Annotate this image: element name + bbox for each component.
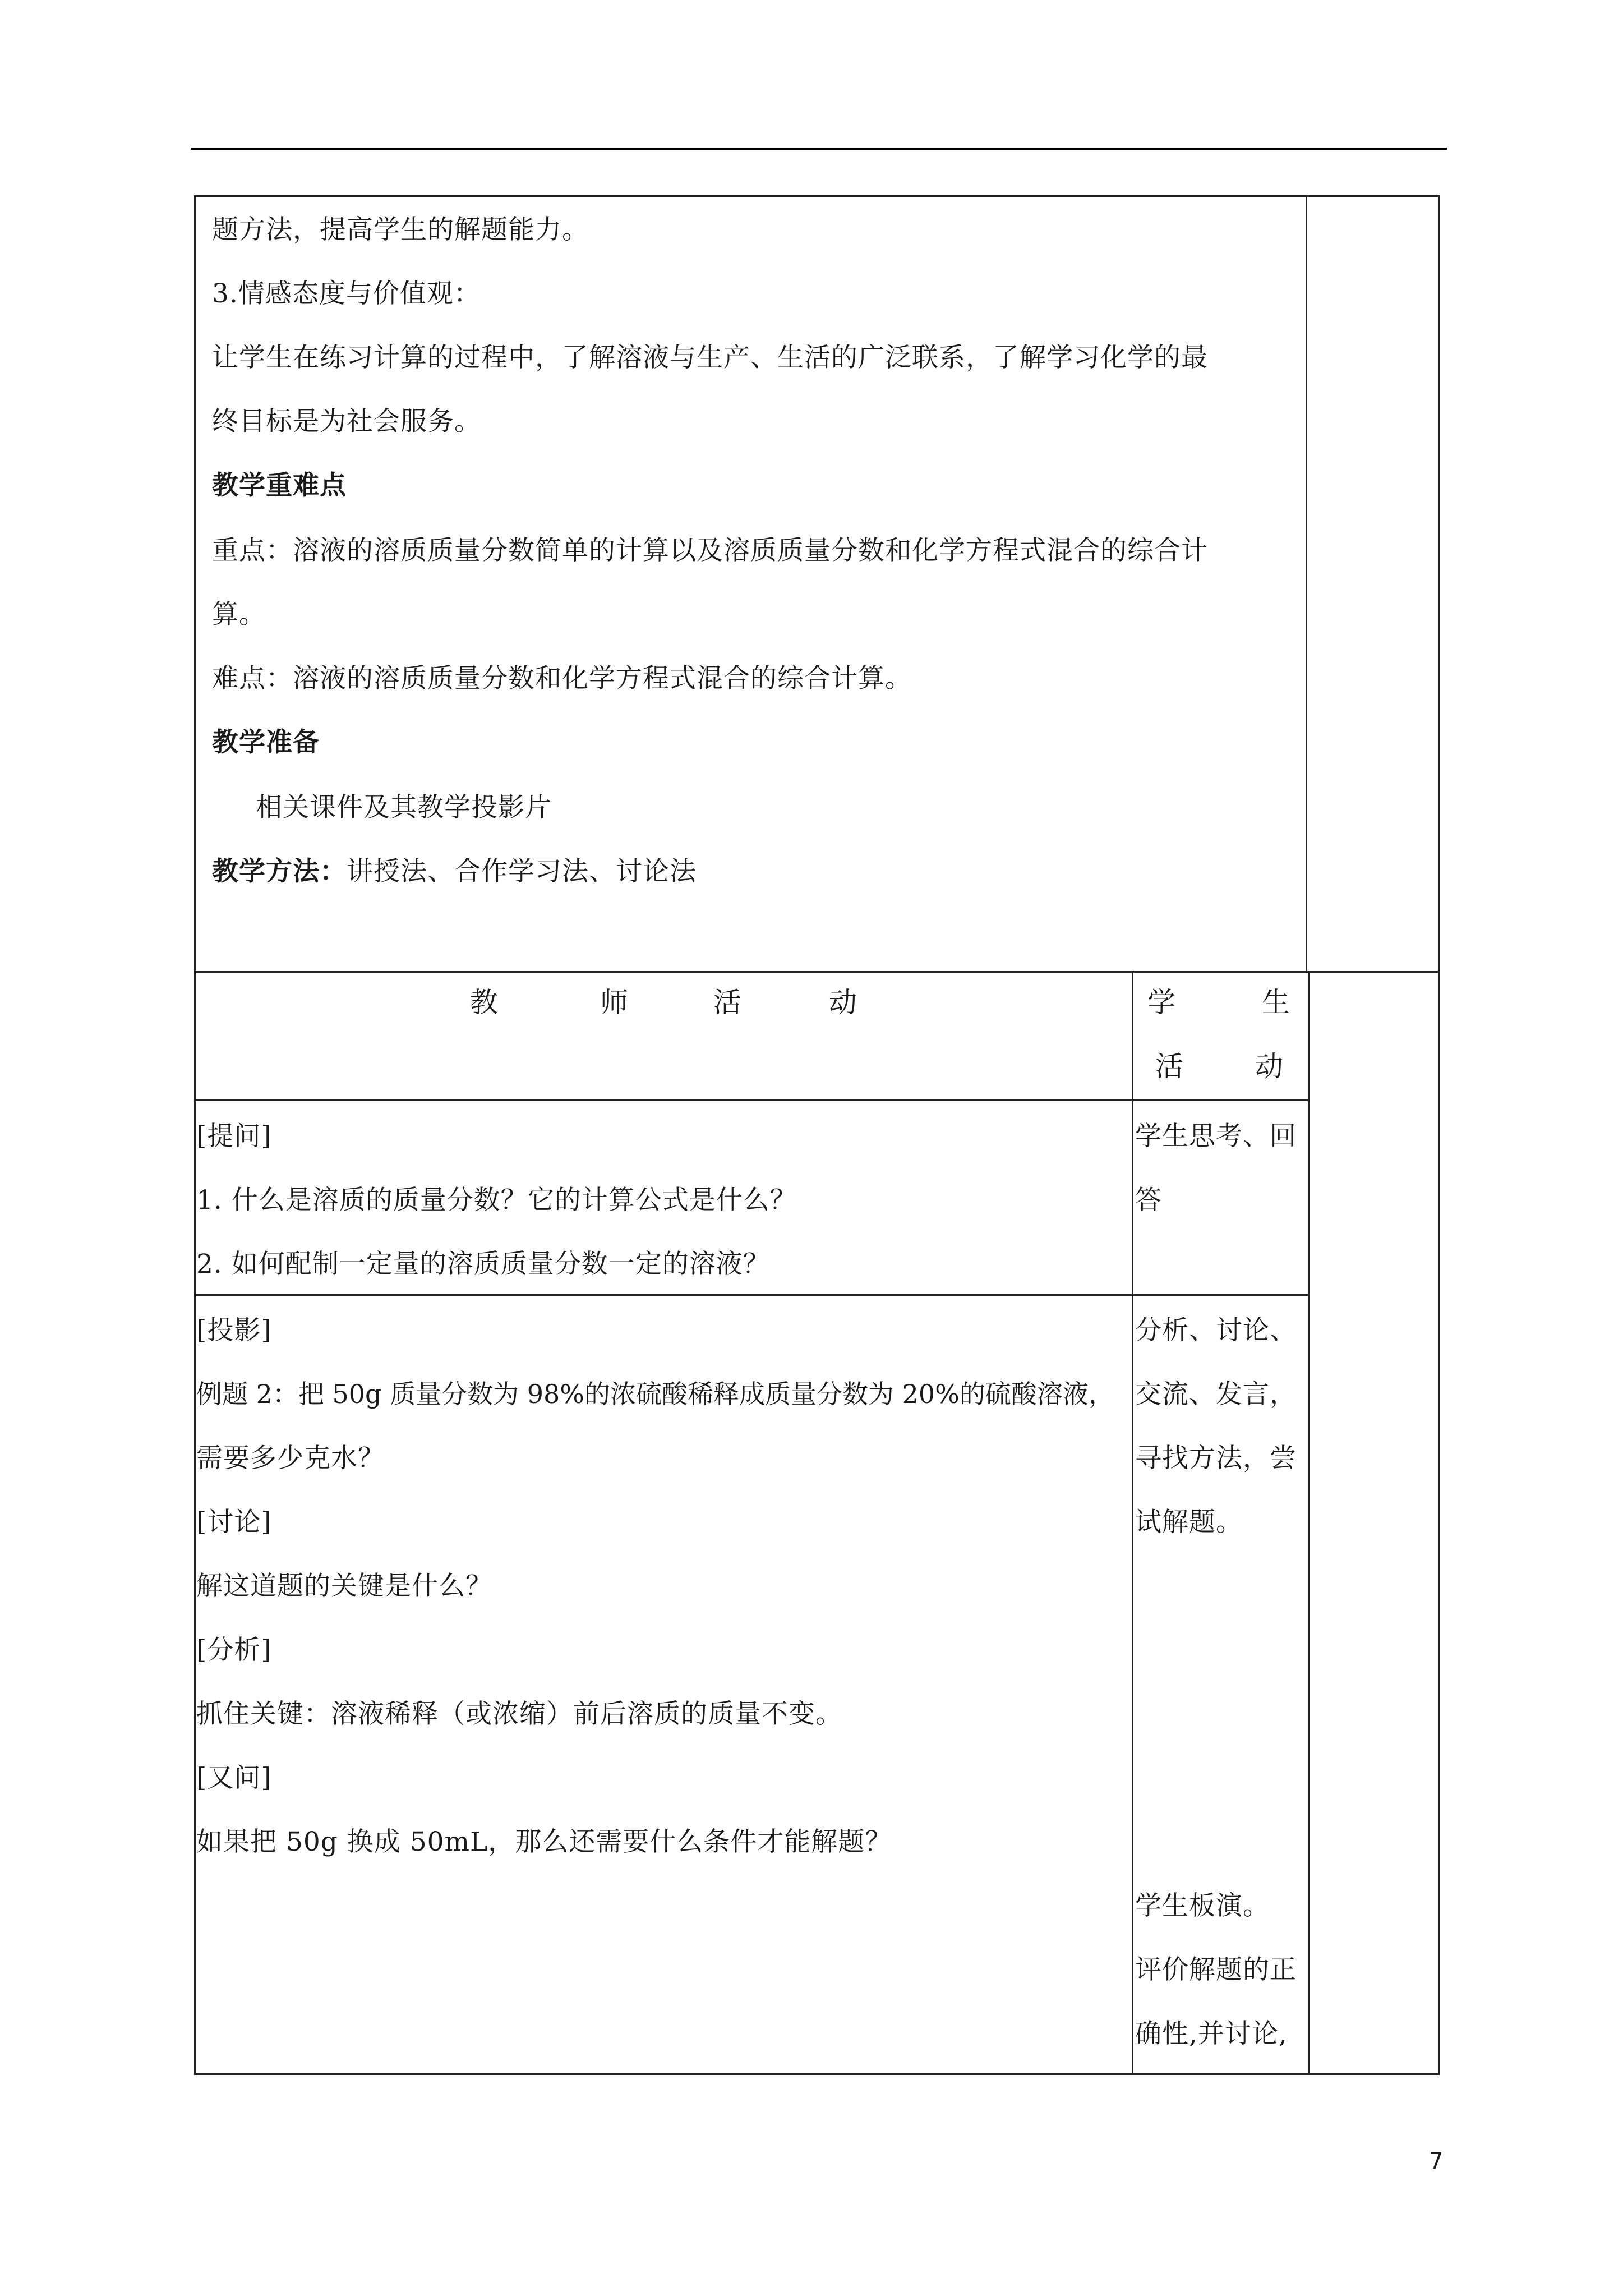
teaching-method [212,858,697,885]
key-point-line-2: 算。 [212,599,266,630]
row2-teacher-line-8: [又问] [196,1763,272,1793]
objective-line-2: 3.情感态度与价值观： [212,278,481,309]
teaching-method-value: 讲授法、合作学习法、讨论法 [347,856,697,887]
preparation-heading: 教学准备 [212,727,320,758]
header-row-divider [194,1099,1309,1101]
page-number: 7 [1429,2148,1444,2174]
student-column-divider [1308,971,1310,2075]
header-teacher-char-2: 师 [600,986,628,1019]
row1-teacher-line-1: [提问] [196,1121,272,1152]
header-teacher-char-1: 教 [470,986,498,1019]
header-student-char-1: 学 [1147,986,1175,1019]
key-point-line-1: 重点：溶液的溶质质量分数简单的计算以及溶质质量分数和化学方程式混合的综合计 [212,535,1208,566]
teaching-method-label: 教学方法： [212,856,347,887]
row2-teacher-line-5: 解这道题的关键是什么？ [196,1571,492,1602]
header-student-char-3: 活 [1155,1050,1183,1083]
header-rule [191,148,1447,150]
row2-student-line-5: 学生板演。 [1135,1890,1270,1921]
row1-teacher-line-3: 2. 如何配制一定量的溶质质量分数一定的溶液？ [196,1249,770,1280]
row2-teacher-line-2: 例题 2：把 50g 质量分数为 98%的浓硫酸稀释成质量分数为 20%的硫酸溶液， [196,1379,1114,1409]
row2-student-line-2: 交流、发言， [1135,1379,1297,1410]
row2-teacher-line-9: 如果把 50g 换成 50mL，那么还需要什么条件才能解题？ [196,1826,892,1857]
teacher-column-divider [1132,971,1133,2075]
row2-student-line-1: 分析、讨论、 [1135,1315,1297,1346]
objective-line-3: 让学生在练习计算的过程中，了解溶液与生产、生活的广泛联系，了解学习化学的最 [212,342,1208,373]
row1-teacher-line-2: 1. 什么是溶质的质量分数？它的计算公式是什么？ [196,1185,797,1216]
row2-student-line-6: 评价解题的正 [1135,1954,1297,1985]
objective-line-4: 终目标是为社会服务。 [212,406,481,437]
difficult-point: 难点：溶液的溶质质量分数和化学方程式混合的综合计算。 [212,663,912,694]
row2-teacher-line-7: 抓住关键：溶液稀释（或浓缩）前后溶质的质量不变。 [196,1699,842,1729]
objective-line-1: 题方法，提高学生的解题能力。 [212,214,589,245]
row2-teacher-line-3: 需要多少克水？ [196,1443,385,1474]
header-student-char-4: 动 [1255,1050,1283,1083]
row2-student-line-7: 确性,并讨论, [1135,2018,1288,2049]
objectives-divider [1306,195,1307,973]
header-teacher-char-4: 动 [829,986,857,1019]
row2-student-line-3: 寻找方法，尝 [1135,1443,1297,1474]
row1-divider [194,1294,1309,1296]
row2-student-line-4: 试解题。 [1135,1507,1243,1538]
row1-student-line-1: 学生思考、回 [1135,1121,1297,1152]
row1-student-line-2: 答 [1135,1185,1162,1216]
header-student-char-2: 生 [1262,986,1290,1019]
header-teacher-char-3: 活 [713,986,741,1019]
row2-teacher-line-6: [分析] [196,1635,272,1665]
row2-teacher-line-4: [讨论] [196,1507,272,1538]
key-points-heading: 教学重难点 [212,470,347,501]
row2-teacher-line-1: [投影] [196,1315,272,1346]
preparation-text: 相关课件及其教学投影片 [256,792,552,823]
